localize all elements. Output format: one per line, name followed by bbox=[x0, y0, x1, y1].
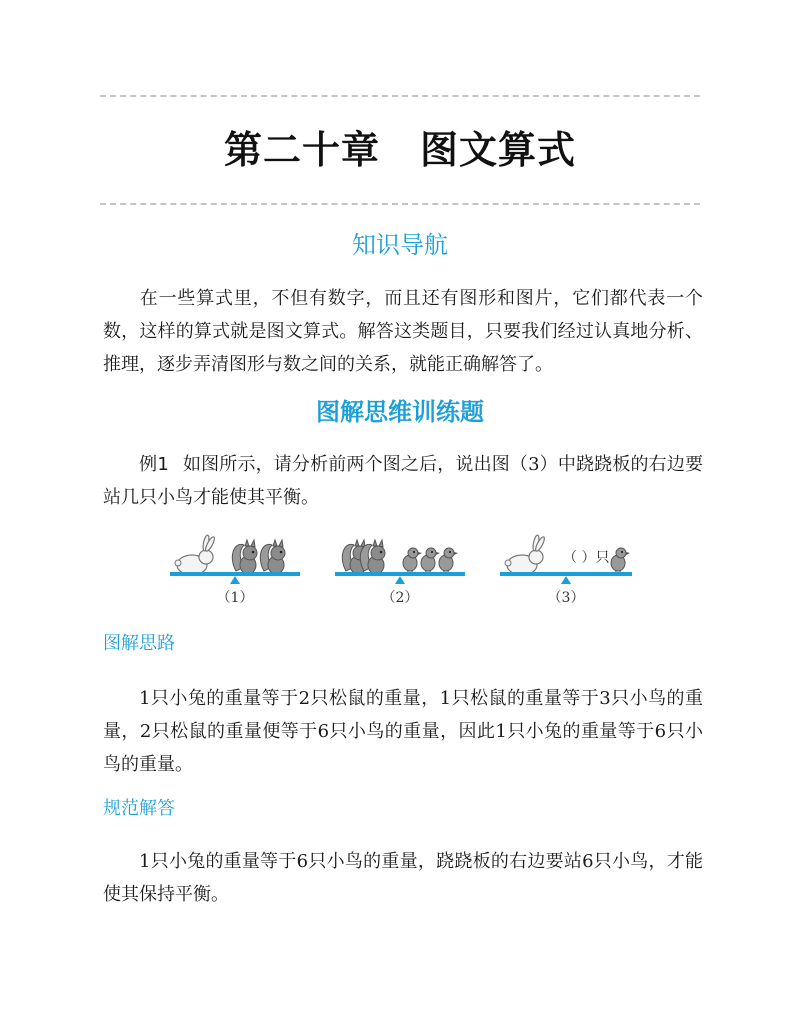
bird-icon bbox=[421, 548, 440, 575]
knowledge-heading: 知识导航 bbox=[352, 231, 448, 259]
bird-icon bbox=[403, 548, 422, 575]
panel-label: （3） bbox=[547, 590, 585, 606]
seesaw-panel-3 bbox=[500, 535, 632, 606]
answer-text: 1只小兔的重量等于6只小鸟的重量，跷跷板的右边要站6只小鸟，才能使其保持平衡。 bbox=[103, 851, 703, 905]
seesaw-pivot bbox=[230, 576, 240, 584]
seesaw-pivot bbox=[395, 576, 405, 584]
panel-label: （2） bbox=[381, 590, 419, 606]
bird-icon bbox=[611, 548, 630, 575]
chapter-name: 图文算式 bbox=[420, 128, 577, 172]
divider-top bbox=[100, 95, 700, 97]
example-label: 例1 bbox=[139, 454, 169, 475]
panel-label: （1） bbox=[216, 590, 254, 606]
blank-count: （ ）只 bbox=[563, 550, 610, 566]
seesaw-panel-2 bbox=[335, 540, 465, 606]
divider-bottom bbox=[100, 203, 700, 205]
training-heading: 图解思维训练题 bbox=[316, 398, 484, 426]
rabbit-icon bbox=[175, 535, 216, 575]
squirrel-icon bbox=[260, 540, 285, 574]
example-paragraph bbox=[103, 448, 703, 514]
answer-paragraph bbox=[103, 845, 703, 911]
seesaw-plank bbox=[170, 572, 300, 576]
seesaw-panel-1 bbox=[170, 535, 300, 606]
squirrel-icon bbox=[232, 540, 257, 574]
chapter-title bbox=[0, 124, 800, 176]
thinking-heading: 图解思路 bbox=[103, 633, 175, 654]
bird-icon bbox=[439, 548, 458, 575]
seesaw-pivot bbox=[561, 576, 571, 584]
chapter-number: 第二十章 bbox=[223, 128, 380, 172]
answer-heading: 规范解答 bbox=[103, 798, 175, 819]
seesaw-figure bbox=[160, 527, 640, 607]
rabbit-icon bbox=[505, 535, 546, 575]
knowledge-paragraph bbox=[103, 282, 703, 381]
example-text: 如图所示，请分析前两个图之后，说出图（3）中跷跷板的右边要站几只小鸟才能使其平衡。 bbox=[103, 454, 703, 508]
seesaw-plank bbox=[335, 572, 465, 576]
seesaw-plank bbox=[500, 572, 632, 576]
thinking-paragraph bbox=[103, 682, 703, 781]
thinking-text: 1只小兔的重量等于2只松鼠的重量，1只松鼠的重量等于3只小鸟的重量，2只松鼠的重量便等于6只小鸟的重量，因此1只小兔的重量等于6只小鸟的重量。 bbox=[103, 688, 703, 775]
knowledge-text: 在一些算式里，不但有数字，而且还有图形和图片，它们都代表一个数，这样的算式就是图文算式。解答这类题目，只要我们经过认真地分析、推理，逐步弄清图形与数之间的关系，就能正确解答了。 bbox=[103, 288, 703, 375]
